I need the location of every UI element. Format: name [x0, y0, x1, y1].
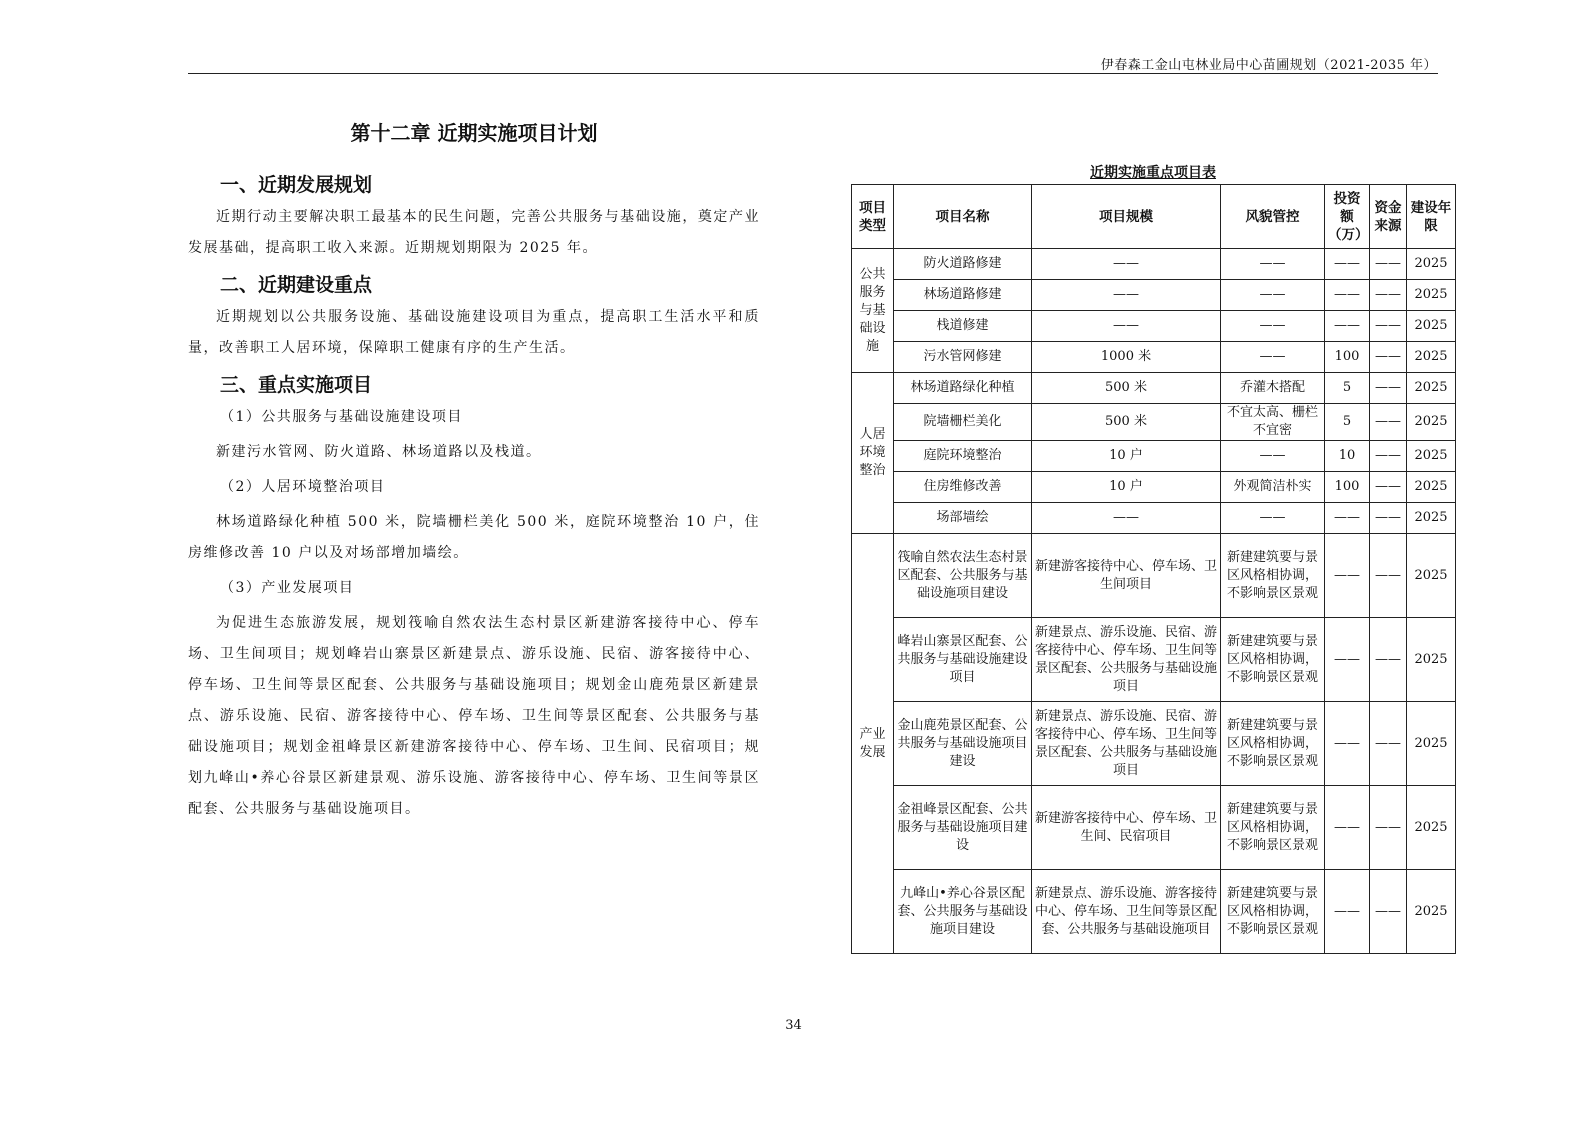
- investment-cell: ——: [1325, 786, 1370, 870]
- table-row: [852, 249, 1456, 280]
- table-row: [852, 311, 1456, 342]
- build-year-cell: 2025: [1407, 618, 1456, 702]
- project-scale-cell: 新建游客接待中心、停车场、卫生间项目: [1032, 534, 1221, 618]
- build-year-cell: 2025: [1407, 373, 1456, 404]
- build-year-cell: 2025: [1407, 342, 1456, 373]
- build-year-cell: 2025: [1407, 534, 1456, 618]
- table-row: [852, 503, 1456, 534]
- project-scale-cell: 新建景点、游乐设施、游客接待中心、停车场、卫生间等景区配套、公共服务与基础设施项目: [1032, 870, 1221, 954]
- project-scale-cell: 新建景点、游乐设施、民宿、游客接待中心、停车场、卫生间等景区配套、公共服务与基础设施项目: [1032, 702, 1221, 786]
- section-paragraph: 近期行动主要解决职工最基本的民生问题，完善公共服务与基础设施，奠定产业发展基础，提高职工收入来源。近期规划期限为 2025 年。: [188, 209, 760, 256]
- investment-cell: ——: [1325, 534, 1370, 618]
- table-row: [852, 441, 1456, 472]
- table-header-row: [852, 185, 1456, 249]
- style-control-cell: 新建建筑要与景区风格相协调，不影响景区景观: [1221, 786, 1325, 870]
- project-scale-cell: 新建景点、游乐设施、民宿、游客接待中心、停车场、卫生间等景区配套、公共服务与基础设施项目: [1032, 618, 1221, 702]
- project-name-cell: 金山鹿苑景区配套、公共服务与基础设施项目建设: [894, 702, 1032, 786]
- fund-source-cell: ——: [1370, 618, 1407, 702]
- investment-cell: ——: [1325, 311, 1370, 342]
- investment-cell: ——: [1325, 702, 1370, 786]
- investment-cell: ——: [1325, 280, 1370, 311]
- fund-source-cell: ——: [1370, 373, 1407, 404]
- investment-cell: ——: [1325, 870, 1370, 954]
- project-scale-cell: ——: [1032, 311, 1221, 342]
- header-fund-source: 资金来源: [1370, 185, 1407, 249]
- header-rule: [188, 73, 1438, 74]
- table-row: [852, 404, 1456, 441]
- item-text: 新建污水管网、防火道路、林场道路以及栈道。: [216, 444, 542, 460]
- style-control-cell: 新建建筑要与景区风格相协调，不影响景区景观: [1221, 534, 1325, 618]
- fund-source-cell: ——: [1370, 503, 1407, 534]
- project-name-cell: 筏喻自然农法生态村景区配套、公共服务与基础设施项目建设: [894, 534, 1032, 618]
- style-control-cell: 外观简洁朴实: [1221, 472, 1325, 503]
- fund-source-cell: ——: [1370, 870, 1407, 954]
- table-row: [852, 280, 1456, 311]
- header-project-type: 项目类型: [852, 185, 894, 249]
- subheading-public-services: （1）公共服务与基础设施建设项目: [220, 409, 463, 425]
- project-table-column: [851, 162, 1455, 954]
- investment-cell: ——: [1325, 503, 1370, 534]
- project-name-cell: 住房维修改善: [894, 472, 1032, 503]
- running-header: 伊春森工金山屯林业局中心苗圃规划（2021-2035 年）: [1100, 58, 1437, 73]
- project-scale-cell: 新建游客接待中心、停车场、卫生间、民宿项目: [1032, 786, 1221, 870]
- build-year-cell: 2025: [1407, 870, 1456, 954]
- item-text: 林场道路绿化种植 500 米，院墙栅栏美化 500 米，庭院环境整治 10 户，住房维修改善 10 户以及对场部增加墙绘。: [188, 514, 760, 561]
- subheading-industry: （3）产业发展项目: [220, 580, 355, 596]
- build-year-cell: 2025: [1407, 702, 1456, 786]
- category-cell: 公共服务与基础设施: [852, 249, 894, 373]
- project-name-cell: 栈道修建: [894, 311, 1032, 342]
- project-scale-cell: 10 户: [1032, 472, 1221, 503]
- build-year-cell: 2025: [1407, 786, 1456, 870]
- style-control-cell: 新建建筑要与景区风格相协调，不影响景区景观: [1221, 702, 1325, 786]
- investment-cell: 100: [1325, 472, 1370, 503]
- section-paragraph: 近期规划以公共服务设施、基础设施建设项目为重点，提高职工生活水平和质量，改善职工人居环境，保障职工健康有序的生产生活。: [188, 309, 760, 356]
- build-year-cell: 2025: [1407, 280, 1456, 311]
- investment-cell: ——: [1325, 618, 1370, 702]
- project-scale-cell: ——: [1032, 503, 1221, 534]
- item-text: 为促进生态旅游发展，规划筏喻自然农法生态村景区新建游客接待中心、停车场、卫生间项目；规划峰岩山寨景区新建景点、游乐设施、民宿、游客接待中心、停车场、卫生间等景区配套、公共服务与基础设施项目；规划金山鹿苑景区新建景点、游乐设施、民宿、游客接待中心、停车场、卫生间等景区配套、公共服务与基础设施项目；规划金祖峰景区新建游客接待中心、停车场、卫生间、民宿项目；规划九峰山•养心谷景区新建景观、游乐设施、游客接待中心、停车场、卫生间等景区配套、公共服务与基础设施项目。: [188, 615, 760, 817]
- page-number: 34: [785, 1018, 802, 1033]
- style-control-cell: ——: [1221, 249, 1325, 280]
- investment-cell: ——: [1325, 249, 1370, 280]
- fund-source-cell: ——: [1370, 342, 1407, 373]
- chapter-title: 第十二章 近期实施项目计划: [350, 121, 598, 145]
- project-name-cell: 林场道路绿化种植: [894, 373, 1032, 404]
- header-project-name: 项目名称: [894, 185, 1032, 249]
- project-name-cell: 庭院环境整治: [894, 441, 1032, 472]
- style-control-cell: ——: [1221, 311, 1325, 342]
- project-name-cell: 金祖峰景区配套、公共服务与基础设施项目建设: [894, 786, 1032, 870]
- fund-source-cell: ——: [1370, 311, 1407, 342]
- style-control-cell: ——: [1221, 280, 1325, 311]
- style-control-cell: ——: [1221, 342, 1325, 373]
- project-name-cell: 九峰山•养心谷景区配套、公共服务与基础设施项目建设: [894, 870, 1032, 954]
- project-name-cell: 院墙栅栏美化: [894, 404, 1032, 441]
- project-scale-cell: 1000 米: [1032, 342, 1221, 373]
- table-row: [852, 373, 1456, 404]
- table-row: [852, 342, 1456, 373]
- build-year-cell: 2025: [1407, 441, 1456, 472]
- project-name-cell: 场部墙绘: [894, 503, 1032, 534]
- section-heading-construction-focus: 二、近期建设重点: [220, 274, 373, 296]
- section-heading-key-projects: 三、重点实施项目: [220, 374, 373, 396]
- header-project-scale: 项目规模: [1032, 185, 1221, 249]
- build-year-cell: 2025: [1407, 311, 1456, 342]
- fund-source-cell: ——: [1370, 786, 1407, 870]
- project-name-cell: 防火道路修建: [894, 249, 1032, 280]
- header-style-control: 风貌管控: [1221, 185, 1325, 249]
- category-cell: 人居环境整治: [852, 373, 894, 534]
- style-control-cell: 乔灌木搭配: [1221, 373, 1325, 404]
- project-name-cell: 污水管网修建: [894, 342, 1032, 373]
- build-year-cell: 2025: [1407, 472, 1456, 503]
- section-heading-near-term-plan: 一、近期发展规划: [220, 174, 373, 196]
- investment-cell: 5: [1325, 404, 1370, 441]
- fund-source-cell: ——: [1370, 534, 1407, 618]
- build-year-cell: 2025: [1407, 503, 1456, 534]
- fund-source-cell: ——: [1370, 404, 1407, 441]
- style-control-cell: ——: [1221, 503, 1325, 534]
- investment-cell: 5: [1325, 373, 1370, 404]
- style-control-cell: 新建建筑要与景区风格相协调，不影响景区景观: [1221, 870, 1325, 954]
- fund-source-cell: ——: [1370, 249, 1407, 280]
- fund-source-cell: ——: [1370, 441, 1407, 472]
- fund-source-cell: ——: [1370, 702, 1407, 786]
- project-scale-cell: 500 米: [1032, 373, 1221, 404]
- project-name-cell: 林场道路修建: [894, 280, 1032, 311]
- category-cell: 产业发展: [852, 534, 894, 954]
- project-scale-cell: ——: [1032, 280, 1221, 311]
- table-row: [852, 618, 1456, 702]
- table-row: [852, 702, 1456, 786]
- project-scale-cell: 10 户: [1032, 441, 1221, 472]
- investment-cell: 100: [1325, 342, 1370, 373]
- build-year-cell: 2025: [1407, 249, 1456, 280]
- table-row: [852, 870, 1456, 954]
- style-control-cell: 新建建筑要与景区风格相协调，不影响景区景观: [1221, 618, 1325, 702]
- fund-source-cell: ——: [1370, 472, 1407, 503]
- body-text-column: [188, 118, 760, 829]
- style-control-cell: 不宜太高、栅栏不宜密: [1221, 404, 1325, 441]
- subheading-living-environment: （2）人居环境整治项目: [220, 479, 386, 495]
- table-row: [852, 472, 1456, 503]
- table-row: [852, 534, 1456, 618]
- table-title: 近期实施重点项目表: [1090, 165, 1216, 181]
- fund-source-cell: ——: [1370, 280, 1407, 311]
- header-build-year: 建设年限: [1407, 185, 1456, 249]
- project-scale-cell: 500 米: [1032, 404, 1221, 441]
- build-year-cell: 2025: [1407, 404, 1456, 441]
- project-table: [851, 184, 1456, 954]
- project-name-cell: 峰岩山寨景区配套、公共服务与基础设施建设项目: [894, 618, 1032, 702]
- table-row: [852, 786, 1456, 870]
- investment-cell: 10: [1325, 441, 1370, 472]
- style-control-cell: ——: [1221, 441, 1325, 472]
- project-scale-cell: ——: [1032, 249, 1221, 280]
- header-investment: 投资额（万）: [1325, 185, 1370, 249]
